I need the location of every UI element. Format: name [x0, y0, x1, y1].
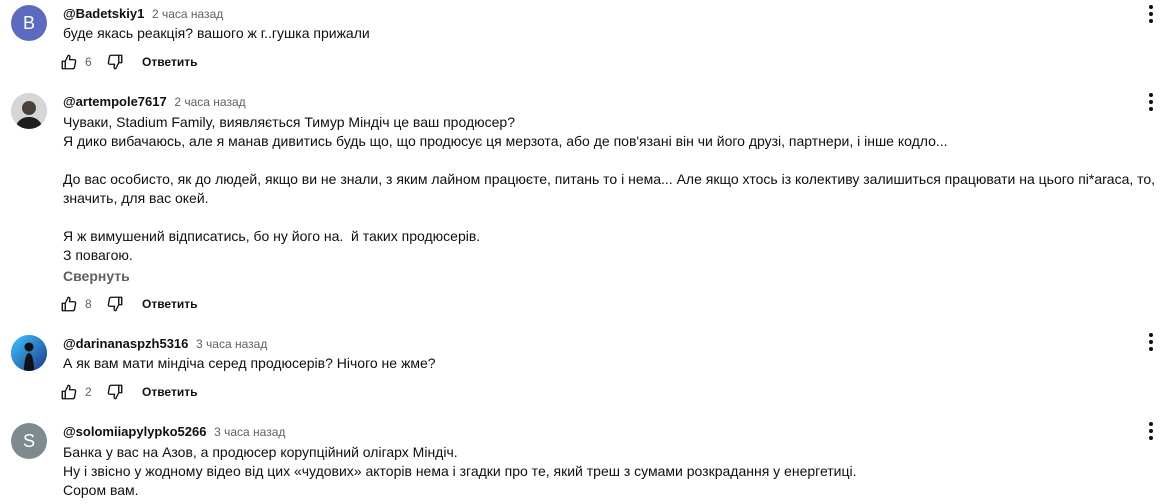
collapse-button[interactable]: Свернуть	[63, 268, 130, 284]
thumbs-up-icon[interactable]	[60, 383, 78, 401]
reply-button[interactable]: Ответить	[142, 385, 198, 399]
comment-text: А як вам мати міндіча серед продюсерів? Нічого не жме?	[63, 355, 436, 371]
comment-time[interactable]: 3 часа назад	[214, 425, 286, 439]
avatar-letter: S	[22, 430, 35, 451]
comment-author[interactable]: @solomiiapylypko5266	[63, 424, 207, 439]
more-options-icon[interactable]	[1143, 92, 1159, 112]
thumbs-up-icon[interactable]	[60, 295, 78, 313]
more-options-icon[interactable]	[1143, 421, 1159, 441]
thumbs-down-icon[interactable]	[106, 295, 124, 313]
thumbs-up-icon[interactable]	[60, 53, 78, 71]
photo-avatar-icon[interactable]	[11, 93, 47, 129]
photo-avatar-icon[interactable]	[11, 335, 47, 371]
comment-actions	[60, 52, 197, 72]
comment-author[interactable]: @darinanaspzh5316	[63, 336, 189, 351]
like-count: 2	[85, 385, 92, 399]
comment-author[interactable]: @artempole7617	[63, 94, 167, 109]
comment-time[interactable]: 2 часа назад	[151, 7, 224, 21]
comment-text: буде якась реакція? вашого ж г..гушка прижали	[63, 25, 370, 41]
avatar[interactable]	[11, 423, 47, 459]
more-options-icon[interactable]	[1143, 4, 1159, 24]
comment-text: Чуваки, Stadium Family, виявляється Тимур Міндіч це ваш продюсер? Я дико вибачаюсь, але я манав дивитись будь що, що продюсує ця мерзота, або де пов'язані він чи його друзі, партнери, і інше кодло... До вас особисто, як до людей, якщо ви не знали, з яким лайном працюєте, питань то і нема... Але якщо хтось із колективу залишиться працювати на цього пі*araca, то, значить, для вас окей. Я ж вимушений відписатись, бо ну його на. й таких продюсерів. З повагою.	[63, 114, 1156, 263]
comment-actions	[60, 382, 197, 402]
avatar-letter: B	[22, 12, 35, 33]
comment-actions	[60, 294, 197, 314]
like-count: 6	[85, 55, 92, 69]
comment-text: Банка у вас на Азов, а продюсер корупційний олігарх Міндіч. Ну і звісно у жодному відео від цих «чудових» акторів нема і згадки про те, який треш з сумами розкрадання у енергетиці. Сором вам.	[63, 444, 857, 498]
thumbs-down-icon[interactable]	[106, 383, 124, 401]
reply-button[interactable]: Ответить	[142, 55, 198, 69]
comment-author[interactable]: @Badetskiy1	[63, 6, 145, 21]
avatar[interactable]	[11, 5, 47, 41]
reply-button[interactable]: Ответить	[142, 297, 198, 311]
like-count: 8	[85, 297, 92, 311]
comment-time[interactable]: 2 часа назад	[174, 95, 246, 109]
comment-time[interactable]: 3 часа назад	[196, 337, 268, 351]
thumbs-down-icon[interactable]	[106, 53, 124, 71]
more-options-icon[interactable]	[1143, 332, 1159, 352]
